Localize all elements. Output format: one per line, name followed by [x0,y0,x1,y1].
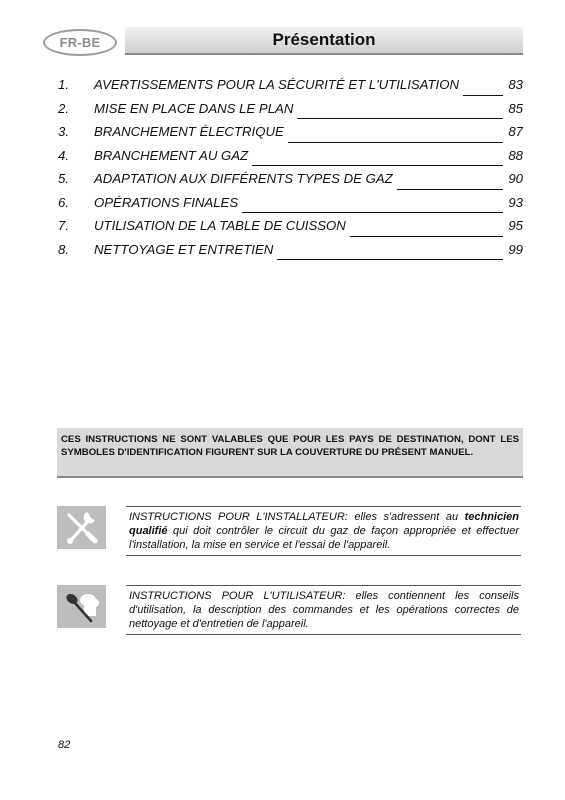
toc-entry-page: 83 [508,77,523,92]
toc-leader-line [297,117,503,119]
toc-entry-page: 88 [508,147,523,163]
toc-entry-page: 85 [508,100,523,116]
toc-entry-number: 3. [58,124,69,139]
toc-entry-label: NETTOYAGE ET ENTRETIEN [94,241,274,257]
toc-leader-line [463,94,503,96]
language-badge: FR-BE [43,29,117,56]
toc-entry [58,124,523,148]
toc-entry-page: 90 [508,171,523,186]
destination-notice: CES INSTRUCTIONS NE SONT VALABLES QUE POUR LES PAYS DE DESTINATION, DONT LES SYMBOLES D'IDENTIFICATION FIGURENT SUR LA COUVERTURE DU PRÉSENT MANUEL. [57,428,523,478]
toc-entry [58,77,523,101]
installer-text-end: qui doit contrôler le circuit du gaz de façon appropriée et effectuer l'installation, la mise en service et l'essai de l'appareil. [129,525,519,551]
toc-entry [58,242,523,266]
toc-leader-line [277,258,503,260]
toc-entry [58,171,523,195]
toc-entry-page: 95 [508,218,523,233]
installer-instructions [126,506,521,556]
toc-entry-label: ADAPTATION AUX DIFFÉRENTS TYPES DE GAZ [94,171,393,186]
toc-entry-number: 1. [58,77,69,92]
toc-entry [58,195,523,219]
toc-entry-page: 87 [508,124,523,139]
toc-entry-number: 7. [58,218,69,233]
toc-leader-line [242,211,503,213]
toc-leader-line [252,164,503,166]
toc-entry [58,148,523,172]
toc-entry-label: OPÉRATIONS FINALES [94,194,239,210]
toc-entry-number: 8. [58,241,69,257]
toc-entry [58,101,523,125]
installer-text-start: INSTRUCTIONS POUR L'INSTALLATEUR: elles s'adressent au [129,511,465,523]
toc-entry-page: 93 [508,194,523,210]
toc-entry-label: UTILISATION DE LA TABLE DE CUISSON [94,218,346,233]
toc-leader-line [350,235,503,237]
page-number: 82 [58,739,71,751]
chef-spoon-icon [57,585,106,628]
toc-leader-line [288,141,503,143]
tools-icon [57,506,106,549]
toc-entry-label: AVERTISSEMENTS POUR LA SÉCURITÉ ET L'UTILISATION [94,77,460,92]
toc-entry [58,218,523,242]
toc-entry-number: 4. [58,147,69,163]
toc-entry-label: BRANCHEMENT ÉLECTRIQUE [94,124,284,139]
qualified-technician-label: technicien qualifié [129,511,519,537]
user-instructions: INSTRUCTIONS POUR L'UTILISATEUR: elles contiennent les conseils d'utilisation, la description des commandes et les opérations correctes de nettoyage et d'entretien de l'appareil. [126,585,521,635]
toc-leader-line [397,188,503,190]
toc-entry-label: MISE EN PLACE DANS LE PLAN [94,100,294,116]
toc-entry-number: 6. [58,194,69,210]
table-of-contents [58,77,523,265]
toc-entry-label: BRANCHEMENT AU GAZ [94,147,249,163]
page-title: Présentation [125,27,523,55]
toc-entry-number: 5. [58,171,69,186]
toc-entry-page: 99 [508,241,523,257]
toc-entry-number: 2. [58,100,69,116]
